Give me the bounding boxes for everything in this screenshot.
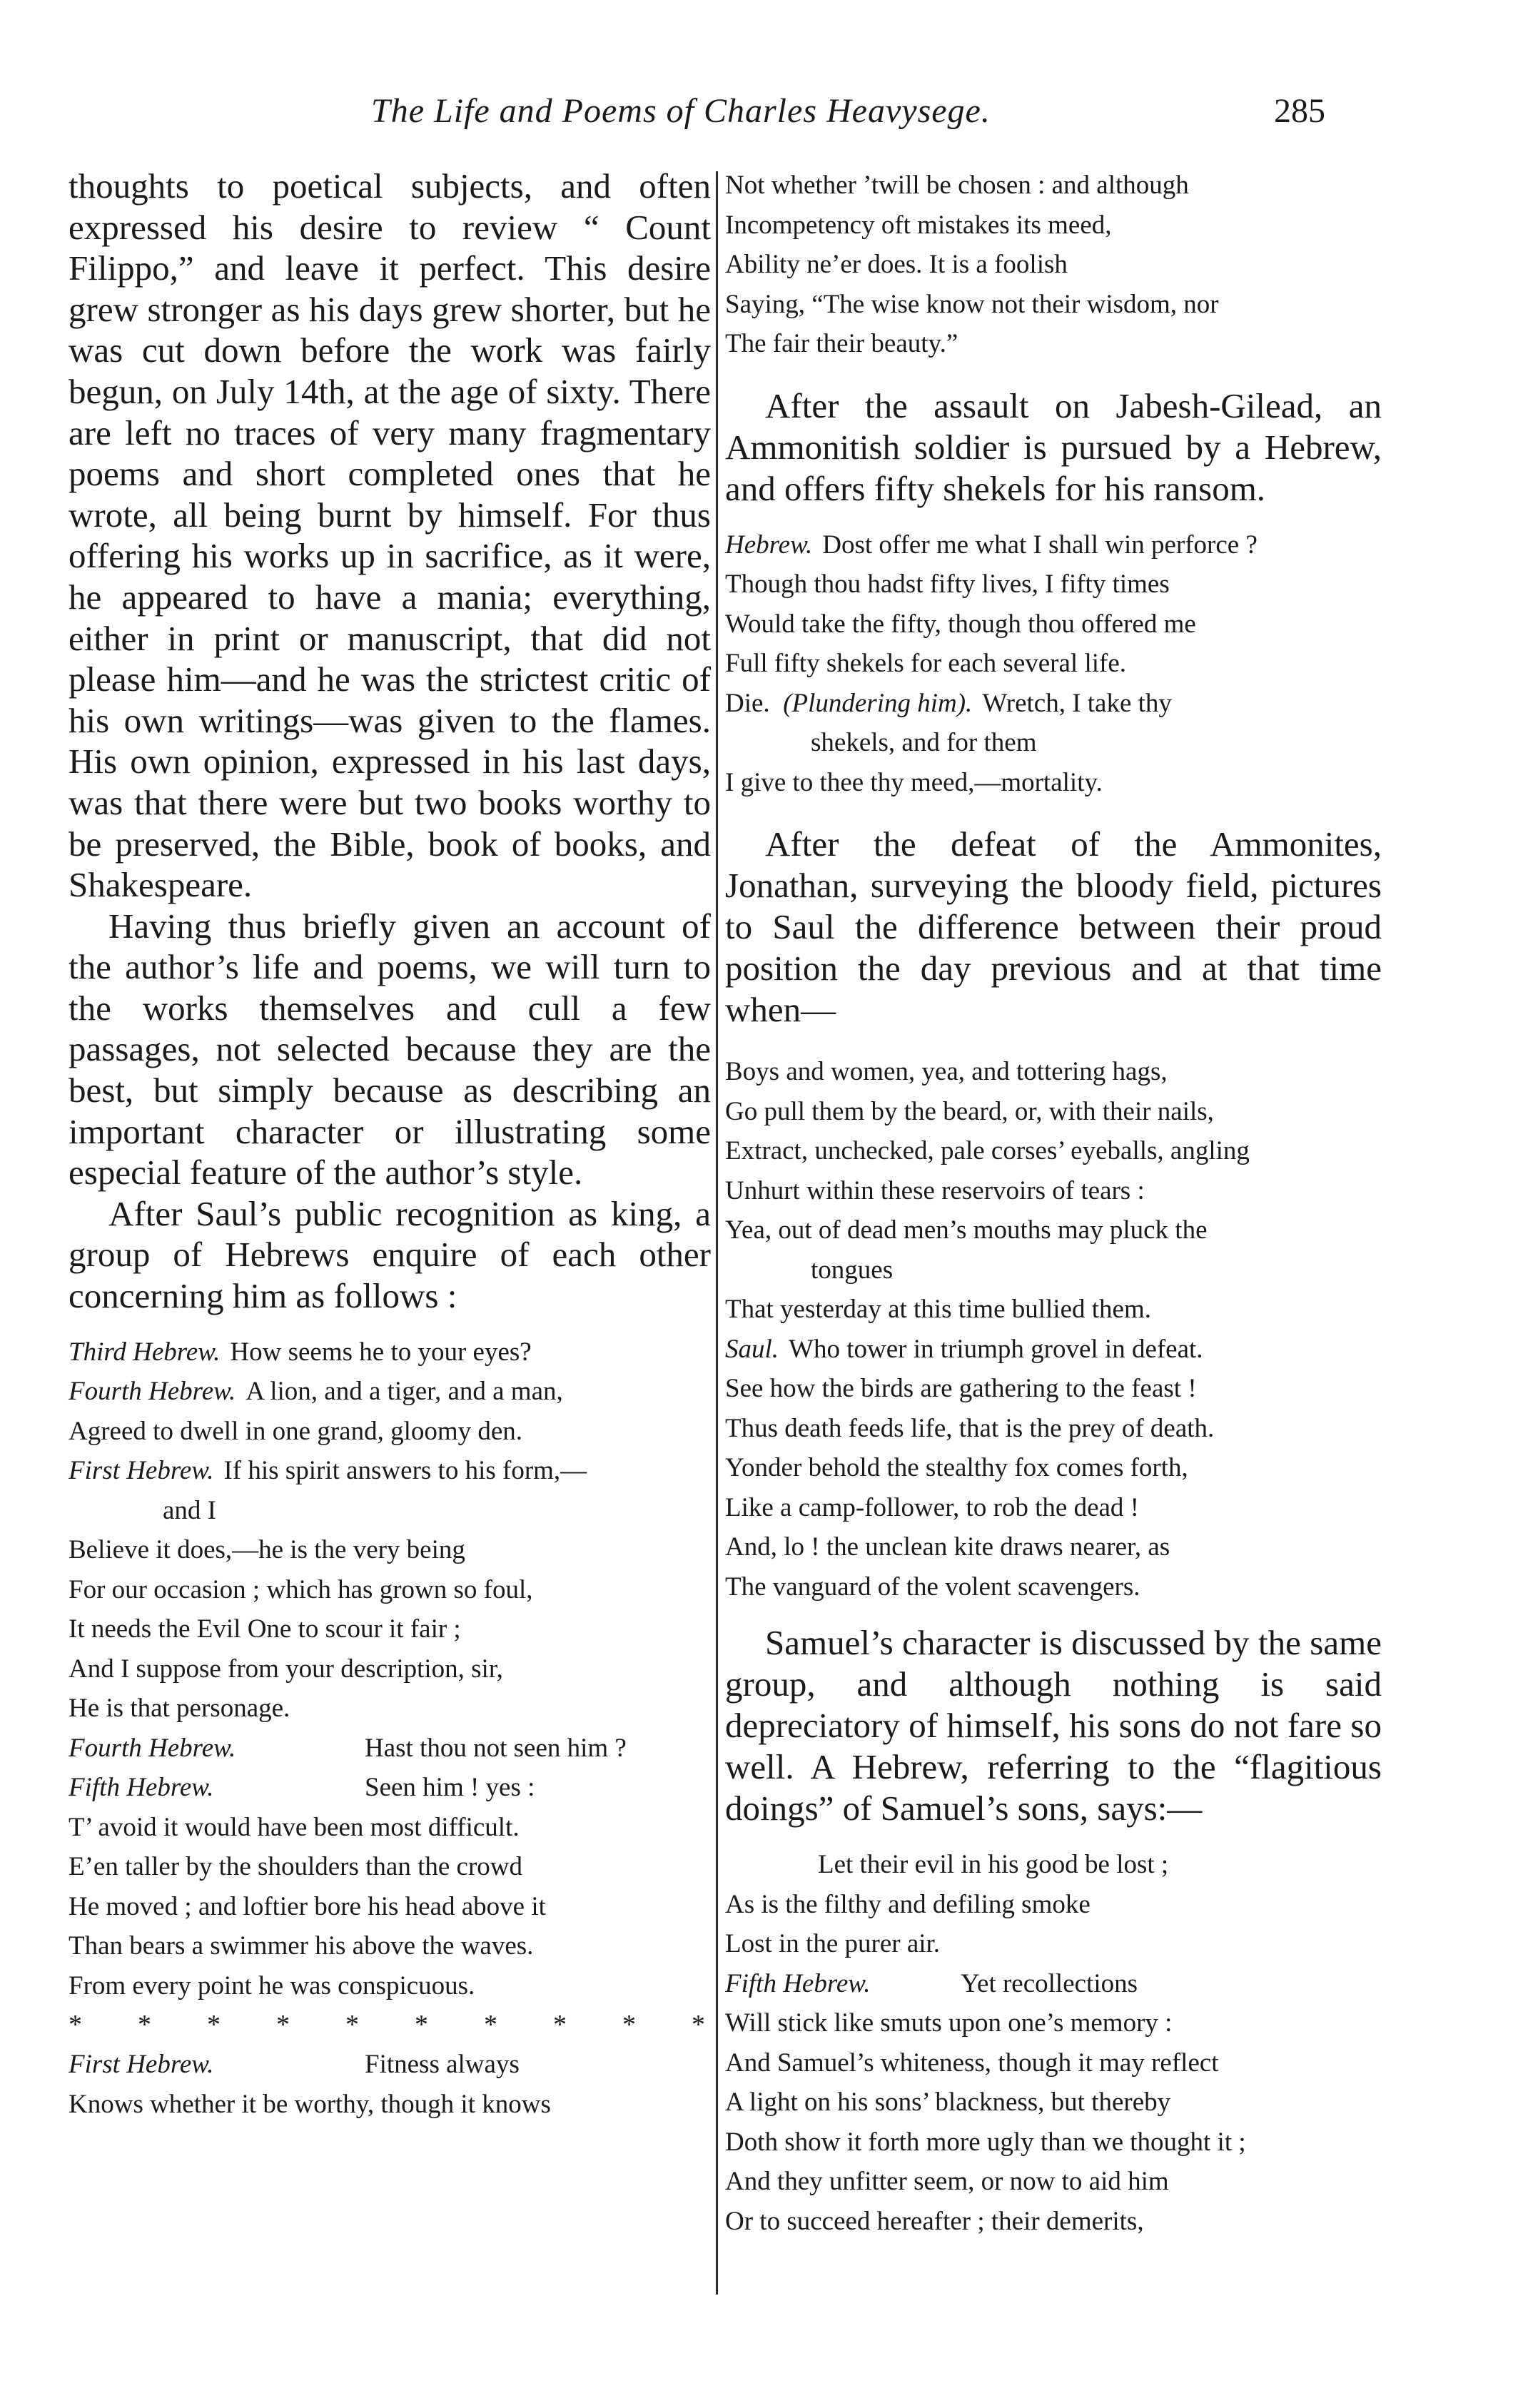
speaker-label: Fifth Hebrew.	[725, 1968, 871, 1998]
verse-line: Full fifty shekels for each several life.	[725, 649, 1126, 678]
verse-line: Lost in the purer air.	[725, 1929, 941, 1958]
right-paragraph-1: After the assault on Jabesh-Gilead, an Ammonitish soldier is pursued by a Hebrew, and offers fifty shekels for his ransom.	[725, 385, 1382, 508]
verse-line: See how the birds are gathering to the feast !	[725, 1374, 1197, 1403]
verse-line: As is the filthy and defiling smoke	[725, 1889, 1091, 1919]
verse-line: Incompetency oft mistakes its meed,	[725, 210, 1112, 240]
verse-line: Fourth Hebrew. Hast thou not seen him ?	[69, 1729, 711, 1769]
verse-line: The fair their beauty.”	[725, 329, 958, 358]
right-verse-block-1	[725, 166, 1382, 364]
verse-line: Would take the fifty, though thou offered me	[725, 609, 1196, 639]
verse-line: and I	[163, 1495, 216, 1525]
verse-line: Agreed to dwell in one grand, gloomy den.	[69, 1416, 523, 1446]
verse-line: And, lo ! the unclean kite draws nearer, as	[725, 1532, 1170, 1562]
verse-line: And Samuel’s whiteness, though it may reflect	[725, 2048, 1219, 2078]
stage-direction: (Plundering him).	[783, 688, 973, 718]
verse-line: Knows whether it be worthy, though it knows	[69, 2089, 551, 2119]
verse-line: Boys and women, yea, and tottering hags,	[725, 1057, 1168, 1086]
verse-line: Fifth Hebrew. Seen him ! yes :	[69, 1768, 711, 1808]
verse-line: Fifth Hebrew. Yet recollections	[725, 1964, 1382, 2004]
verse-line: Fourth Hebrew. A lion, and a tiger, and a man,	[69, 1377, 563, 1407]
verse-line: E’en taller by the shoulders than the crowd	[69, 1852, 522, 1882]
verse-line: Or to succeed hereafter ; their demerits,	[725, 2206, 1144, 2236]
running-title: The Life and Poems of Charles Heavysege.	[371, 92, 991, 130]
column-rule	[716, 171, 718, 2295]
running-head	[0, 84, 1523, 141]
right-paragraph-2: After the defeat of the Ammonites, Jonathan, surveying the bloody field, pictures to Saul the difference between their proud position the day previous and at that time when—	[725, 824, 1382, 1029]
verse-line: A light on his sons’ blackness, but thereby	[725, 2088, 1171, 2117]
verse-line: The vanguard of the volent scavengers.	[725, 1572, 1140, 1602]
verse-line: Unhurt within these reservoirs of tears :	[725, 1175, 1145, 1205]
verse-line: He is that personage.	[69, 1694, 290, 1724]
verse-line: T’ avoid it would have been most difficult.	[69, 1812, 520, 1842]
right-paragraph-3: Samuel’s character is discussed by the same group, and although nothing is said depreciatory of himself, his sons do not fare so well. A Hebrew, referring to the “flagitious doings” of Samuel’s sons, says:—	[725, 1623, 1382, 1828]
verse-line: That yesterday at this time bullied them.	[725, 1295, 1151, 1324]
speaker-label: First Hebrew.	[69, 2050, 214, 2080]
verse-line: First Hebrew. If his spirit answers to his form,—	[69, 1456, 587, 1486]
speaker-label: Die.	[725, 688, 770, 718]
verse-line: Like a camp-follower, to rob the dead !	[725, 1492, 1140, 1522]
verse-line: Extract, unchecked, pale corses’ eyeballs, angling	[725, 1136, 1250, 1165]
verse-line: Die. (Plundering him). Wretch, I take thy	[725, 688, 1172, 718]
verse-line: From every point he was conspicuous.	[69, 1971, 475, 2000]
verse-line: Saul. Who tower in triumph grovel in defeat.	[725, 1334, 1203, 1364]
verse-line: And they unfitter seem, or now to aid him	[725, 2167, 1169, 2196]
speaker-label: Fourth Hebrew.	[69, 1733, 236, 1763]
speaker-label: Third Hebrew.	[69, 1337, 221, 1367]
right-verse-block-2	[725, 525, 1382, 803]
verse-line: Doth show it forth more ugly than we thought it ;	[725, 2127, 1246, 2157]
verse-line: Ability ne’er does. It is a foolish	[725, 250, 1068, 279]
speaker-label: Fifth Hebrew.	[69, 1773, 214, 1803]
left-paragraph-1: thoughts to poetical subjects, and often expressed his desire to review “ Count Filippo,” and leave it perfect. This desire grew stronger as his days grew shorter, but he was cut down before the work was fairly begun, on July 14th, at the age of sixty. There are left no traces of very many fragmentary poems and short completed ones that he wrote, all being burnt by himself. For thus offering his works up in sacrifice, as it were, he appeared to have a mania; everything, either in print or manuscript, that did not please him—and he was the strictest critic of his own writings—was given to the flames. His own opinion, expressed in his last days, was that there were but two books worthy to be preserved, the Bible, book of books, and Shakespeare.	[69, 166, 711, 905]
left-verse-block	[69, 1332, 711, 2125]
verse-line: Thus death feeds life, that is the prey of death.	[725, 1413, 1215, 1443]
verse-line: Yonder behold the stealthy fox comes forth,	[725, 1453, 1188, 1482]
speaker-label: Hebrew.	[725, 530, 813, 560]
verse-line: Saying, “The wise know not their wisdom, nor	[725, 289, 1219, 319]
verse-line: Go pull them by the beard, or, with their nails,	[725, 1096, 1214, 1126]
verse-line: Not whether ’twill be chosen : and although	[725, 171, 1189, 200]
verse-line: Third Hebrew. How seems he to your eyes?	[69, 1337, 532, 1367]
verse-line: Believe it does,—he is the very being	[69, 1535, 465, 1565]
verse-line: shekels, and for them	[811, 728, 1037, 757]
verse-line: Than bears a swimmer his above the waves.	[69, 1931, 534, 1961]
verse-line: He moved ; and loftier bore his head above it	[69, 1891, 546, 1921]
verse-line: And I suppose from your description, sir,	[69, 1654, 503, 1684]
right-column	[725, 166, 1382, 2241]
right-verse-block-4	[725, 1845, 1382, 2241]
verse-line: Hebrew. Dost offer me what I shall win perforce ?	[725, 530, 1258, 560]
verse-line: First Hebrew. Fitness always	[69, 2045, 711, 2085]
verse-line: Yea, out of dead men’s mouths may pluck the	[725, 1215, 1208, 1245]
page-number: 285	[1274, 92, 1325, 130]
left-paragraph-2: Having thus briefly given an account of the author’s life and poems, we will turn to the works themselves and cull a few passages, not selected because they are the best, but simply because as describing an important character or illustrating some especial feature of the author’s style.	[69, 906, 711, 1193]
verse-line: I give to thee thy meed,—mortality.	[725, 767, 1103, 797]
left-column	[69, 166, 711, 2124]
section-break-asterisks: * * * * * * * * * *	[69, 2010, 705, 2040]
verse-line: tongues	[811, 1255, 894, 1285]
verse-line: Though thou hadst fifty lives, I fifty times	[725, 570, 1170, 599]
speaker-label: Saul.	[725, 1334, 779, 1364]
verse-line: Let their evil in his good be lost ;	[818, 1850, 1169, 1879]
verse-line: For our occasion ; which has grown so foul,	[69, 1574, 533, 1604]
verse-line: It needs the Evil One to scour it fair ;	[69, 1614, 461, 1644]
verse-line: Will stick like smuts upon one’s memory :	[725, 2008, 1173, 2038]
left-paragraph-3: After Saul’s public recognition as king, a group of Hebrews enquire of each other concerning him as follows :	[69, 1193, 711, 1316]
speaker-label: Fourth Hebrew.	[69, 1377, 236, 1407]
speaker-label: First Hebrew.	[69, 1456, 214, 1486]
right-verse-block-3	[725, 1052, 1382, 1607]
